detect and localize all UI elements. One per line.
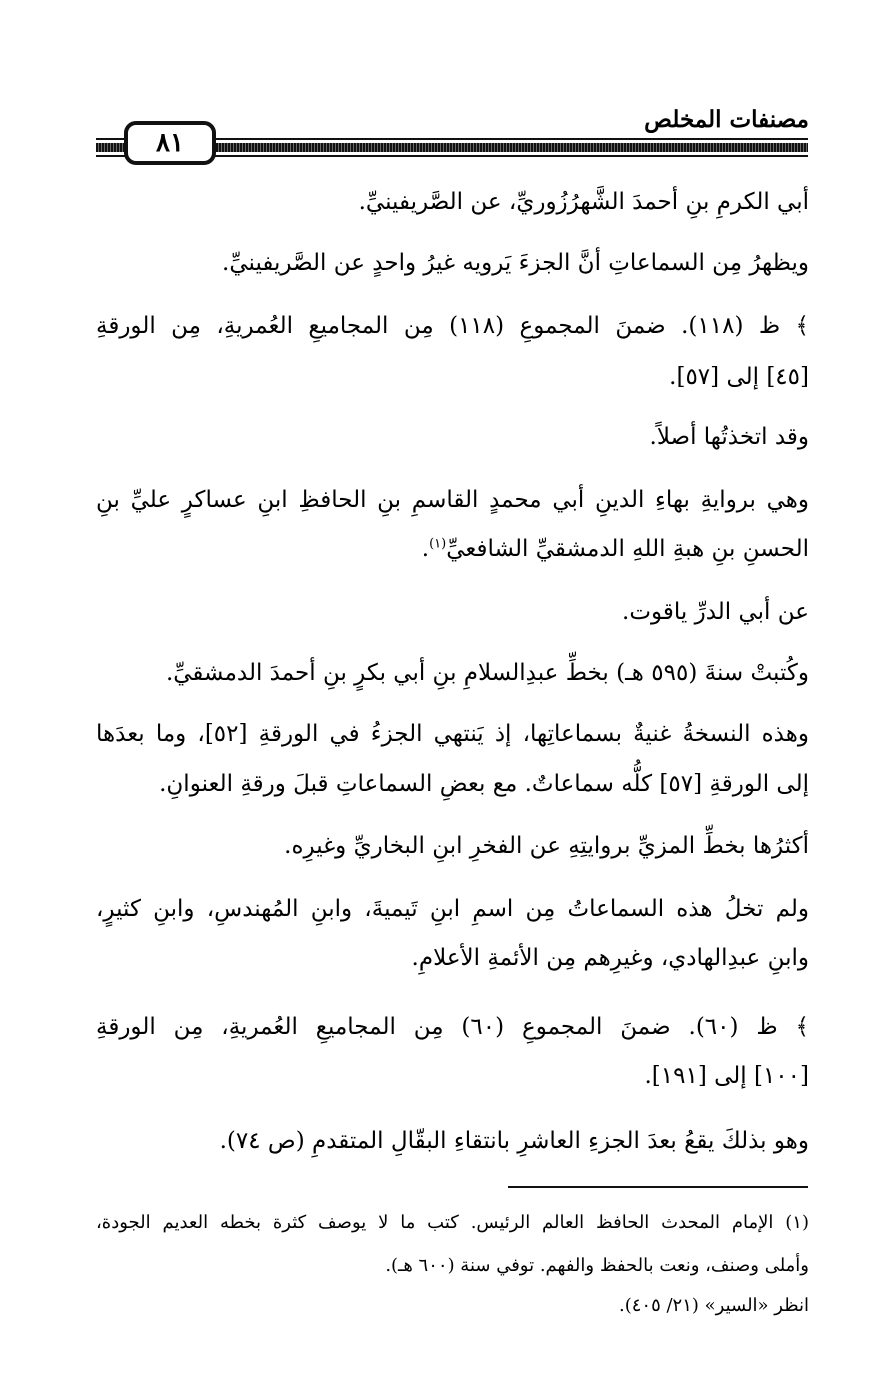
- text-line: وابنِ عبدِالهادي، وغيرِهم مِن الأئمةِ الأعلامِ.: [411, 945, 809, 971]
- text-line: وقد اتخذتُها أصلاً.: [649, 424, 809, 450]
- footnote-separator: [508, 1186, 808, 1188]
- text-line: ﴾ ظ (٦٠). ضمنَ المجموعِ (٦٠) مِن المجاميعِ العُمريةِ، مِن الورقةِ: [96, 1014, 809, 1040]
- text-line: ولم تخلُ هذه السماعاتُ مِن اسمِ ابنِ تَيميةَ، وابنِ المُهندسِ، وابنِ كثيرٍ،: [96, 896, 809, 922]
- running-header-title: مصنفات المخلص: [644, 106, 809, 133]
- text-line: أبي الكرمِ بنِ أحمدَ الشَّهرُزُوريِّ، عن الصَّريفينيِّ.: [358, 189, 809, 215]
- footnote-line: (١) الإمام المحدث الحافظ العالم الرئيس. كتب ما لا يوصف كثرة بخطه العديم الجودة،: [96, 1212, 809, 1233]
- page-number: ٨١: [124, 121, 216, 165]
- text-span: .: [421, 536, 430, 562]
- text-line: [١٠٠] إلى [١٩١].: [644, 1063, 809, 1089]
- text-line: وكُتبتْ سنةَ (٥٩٥ هـ) بخطِّ عبدِالسلامِ بنِ أبي بكرٍ بنِ أحمدَ الدمشقيِّ.: [165, 660, 809, 686]
- text-line: أكثرُها بخطِّ المزيِّ بروايتِهِ عن الفخرِ ابنِ البخاريِّ وغيرِه.: [284, 833, 809, 859]
- text-span: الحسنِ بنِ هبةِ اللهِ الدمشقيِّ الشافعيِّ: [446, 536, 809, 562]
- text-line: عن أبي الدرِّ ياقوت.: [622, 599, 809, 625]
- text-line: وهي بروايةِ بهاءِ الدينِ أبي محمدٍ القاسمِ بنِ الحافظِ ابنِ عساكرٍ عليِّ بنِ: [96, 487, 809, 513]
- footnote-marker: (١): [429, 536, 447, 552]
- text-line: وهو بذلكَ يقعُ بعدَ الجزءِ العاشرِ بانتقاءِ البقّالِ المتقدمِ (ص ٧٤).: [219, 1128, 809, 1154]
- footnote-line: انظر «السير» (٢١/ ٤٠٥).: [618, 1295, 809, 1316]
- text-line: ﴾ ظ (١١٨). ضمنَ المجموعِ (١١٨) مِن المجاميعِ العُمريةِ، مِن الورقةِ: [96, 313, 809, 339]
- text-line: ويظهرُ مِن السماعاتِ أنَّ الجزءَ يَرويه غيرُ واحدٍ عن الصَّريفينيِّ.: [222, 250, 809, 276]
- text-line: [٤٥] إلى [٥٧].: [669, 364, 809, 390]
- text-line: وهذه النسخةُ غنيةٌ بسماعاتِها، إذ يَنتهي الجزءُ في الورقةِ [٥٢]، وما بعدَها: [96, 721, 809, 747]
- footnote-line: وأملى وصنف، ونعت بالحفظ والفهم. توفي سنة (٦٠٠ هـ).: [385, 1255, 809, 1276]
- text-line: إلى الورقةِ [٥٧] كلُّه سماعاتٌ. مع بعضِ السماعاتِ قبلَ ورقةِ العنوانِ.: [159, 771, 809, 797]
- text-line: [422, 536, 809, 562]
